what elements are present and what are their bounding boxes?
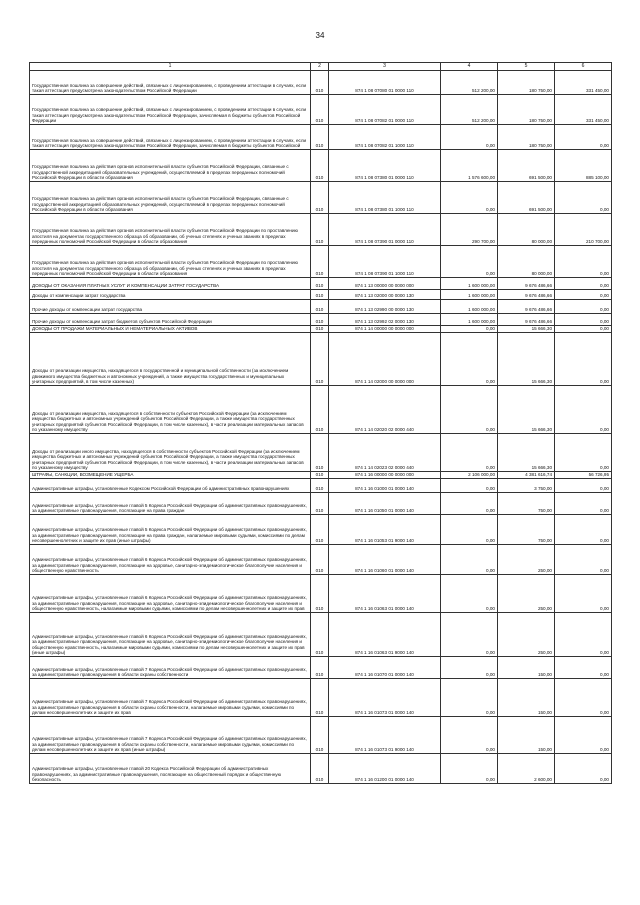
table-row	[30, 493, 612, 515]
row-name-cell: Государственная пошлина за совершение действий, связанных с лицензированием, с проведением аттестации в случаях, если такая аттестация предусмотрена законодательством Российской Федерации, зачисляемая в бюджеты субъектов Российской	[30, 125, 311, 150]
row-code-cell: 010	[311, 278, 329, 290]
row-fact-cell: 15 666,30	[498, 434, 555, 472]
row-kbk-cell: 874 1 16 01053 01 9000 140	[329, 515, 441, 545]
row-rest-cell: 0,00	[555, 300, 612, 314]
row-plan-cell: 0,00	[441, 246, 498, 278]
header-col-3: 3	[329, 63, 441, 71]
row-kbk-cell: 874 1 16 01073 01 0000 140	[329, 679, 441, 717]
row-fact-cell: 250,00	[498, 575, 555, 613]
row-plan-cell: 512 200,00	[441, 95, 498, 125]
row-plan-cell: 290 700,00	[441, 214, 498, 246]
row-fact-cell: 9 676 486,66	[498, 314, 555, 326]
row-fact-cell: 4 381 616,74	[498, 472, 555, 479]
row-fact-cell: 9 676 486,66	[498, 300, 555, 314]
row-plan-cell: 1 600 000,00	[441, 300, 498, 314]
table-row	[30, 386, 612, 434]
row-kbk-cell: 874 1 16 01050 01 0000 140	[329, 493, 441, 515]
row-kbk-cell: 874 1 08 07380 01 0000 110	[329, 150, 441, 182]
row-kbk-cell: 874 1 14 02000 00 0000 000	[329, 333, 441, 386]
row-rest-cell: 331 450,00	[555, 71, 612, 95]
row-name-cell: Прочие доходы от компенсации затрат бюджетов субъектов Российской Федерации	[30, 314, 311, 326]
table-row	[30, 182, 612, 214]
row-fact-cell: 150,00	[498, 717, 555, 754]
row-code-cell: 010	[311, 150, 329, 182]
row-code-cell: 010	[311, 326, 329, 333]
table-row	[30, 479, 612, 493]
row-plan-cell: 0,00	[441, 545, 498, 575]
row-fact-cell: 750,00	[498, 515, 555, 545]
table-row	[30, 657, 612, 679]
row-plan-cell: 0,00	[441, 754, 498, 784]
row-fact-cell: 180 750,00	[498, 125, 555, 150]
row-fact-cell: 80 000,00	[498, 246, 555, 278]
row-code-cell: 010	[311, 95, 329, 125]
table-row	[30, 679, 612, 717]
row-rest-cell: 0,00	[555, 754, 612, 784]
row-name-cell: Административные штрафы, установленные главой 7 Кодекса Российской Федерации об административных правонарушениях, за административные правонарушения в области охраны собственности	[30, 657, 311, 679]
row-fact-cell: 691 500,00	[498, 182, 555, 214]
row-name-cell: Государственная пошлина за действия органов исполнительной власти субъектов Российской Федерации, связанные с государственной аккредитацией образовательных учреждений, осуществляемой в пределах переданных полномочий Российской Федерации в области образования	[30, 150, 311, 182]
header-col-5: 5	[498, 63, 555, 71]
row-fact-cell: 80 000,00	[498, 214, 555, 246]
row-code-cell: 010	[311, 472, 329, 479]
row-plan-cell: 0,00	[441, 575, 498, 613]
row-rest-cell: 0,00	[555, 246, 612, 278]
row-kbk-cell: 874 1 14 02023 02 0000 440	[329, 434, 441, 472]
page-number: 34	[315, 31, 325, 40]
row-code-cell: 010	[311, 754, 329, 784]
row-fact-cell: 250,00	[498, 613, 555, 657]
row-plan-cell: 1 600 000,00	[441, 314, 498, 326]
row-rest-cell: 0,00	[555, 479, 612, 493]
row-rest-cell: 0,00	[555, 657, 612, 679]
row-code-cell: 010	[311, 125, 329, 150]
report-table	[29, 62, 612, 784]
row-kbk-cell: 874 1 14 02020 02 0000 440	[329, 386, 441, 434]
table-row	[30, 326, 612, 333]
table-row	[30, 246, 612, 278]
row-rest-cell: 0,00	[555, 386, 612, 434]
row-name-cell: Государственная пошлина за действия органов исполнительной власти субъектов Российской Федерации по проставлению апостиля на документах государственного образца об образовании, об ученых степенях и ученых званиях в пределах переданных полномочий Российской Федерации в области образования	[30, 214, 311, 246]
row-kbk-cell: 874 1 08 07390 01 0000 110	[329, 214, 441, 246]
row-name-cell: Государственная пошлина за действия органов исполнительной власти субъектов Российской Федерации по проставлению апостиля на документах государственного образца об образовании, об ученых степенях и ученых званиях в пределах переданных полномочий Российской Федерации в области образования	[30, 246, 311, 278]
table-row	[30, 754, 612, 784]
row-fact-cell: 2 600,00	[498, 754, 555, 784]
row-rest-cell: 0,00	[555, 613, 612, 657]
table-row	[30, 95, 612, 125]
row-plan-cell: 0,00	[441, 434, 498, 472]
row-name-cell: Административные штрафы, установленные главой 5 Кодекса Российской Федерации об административных правонарушениях, за административные правонарушения, посягающие на права граждан	[30, 493, 311, 515]
row-name-cell: Административные штрафы, установленные главой 20 Кодекса Российской Федерации об административных правонарушениях, за административные правонарушения, посягающие на общественный порядок и общественную безопасность	[30, 754, 311, 784]
row-plan-cell: 0,00	[441, 515, 498, 545]
row-rest-cell: 0,00	[555, 278, 612, 290]
row-fact-cell: 691 500,00	[498, 150, 555, 182]
table-row	[30, 575, 612, 613]
row-rest-cell: 0,00	[555, 333, 612, 386]
row-name-cell: Административные штрафы, установленные главой 6 Кодекса Российской Федерации об административных правонарушениях, за административные правонарушения, посягающие на здоровье, санитарно-эпидемиологическое благополучие населения и общественную нравственность	[30, 545, 311, 575]
row-kbk-cell: 874 1 16 01070 01 0000 140	[329, 657, 441, 679]
header-col-4: 4	[441, 63, 498, 71]
table-row	[30, 333, 612, 386]
table-row	[30, 613, 612, 657]
table-row	[30, 515, 612, 545]
row-fact-cell: 15 666,30	[498, 386, 555, 434]
row-rest-cell: 0,00	[555, 290, 612, 300]
header-col-2: 2	[311, 63, 329, 71]
row-code-cell: 010	[311, 434, 329, 472]
row-name-cell: Административные штрафы, установленные главой 7 Кодекса Российской Федерации об административных правонарушениях, за административные правонарушения в области охраны собственности, налагаемые мировыми судьями, комиссиями по делам несовершеннолетних и защите их прав (иные штрафы)	[30, 717, 311, 754]
row-kbk-cell: 874 1 16 01063 01 9000 140	[329, 613, 441, 657]
row-rest-cell: 331 450,00	[555, 95, 612, 125]
header-col-1: 1	[30, 63, 311, 71]
header-col-6: 6	[555, 63, 612, 71]
row-rest-cell: 0,00	[555, 182, 612, 214]
table-row	[30, 300, 612, 314]
row-name-cell: ДОХОДЫ ОТ ОКАЗАНИЯ ПЛАТНЫХ УСЛУГ И КОМПЕНСАЦИИ ЗАТРАТ ГОСУДАРСТВА	[30, 278, 311, 290]
table-header-row	[30, 63, 612, 71]
row-rest-cell: 210 700,00	[555, 214, 612, 246]
row-name-cell: Доходы от реализации имущества, находящегося в государственной и муниципальной собственности (за исключением движимого имущества бюджетных и автономных учреждений, а также имущества государственных и муниципальных унитарных предприятий, в том числе казенных)	[30, 333, 311, 386]
row-plan-cell: 0,00	[441, 326, 498, 333]
row-code-cell: 010	[311, 182, 329, 214]
row-rest-cell: 0,00	[555, 434, 612, 472]
table-row	[30, 472, 612, 479]
row-name-cell: Государственная пошлина за совершение действий, связанных с лицензированием, с проведением аттестации в случаях, если такая аттестация предусмотрена законодательством Российской Федерации	[30, 71, 311, 95]
table-row	[30, 314, 612, 326]
row-code-cell: 010	[311, 333, 329, 386]
row-kbk-cell: 874 1 08 07082 01 1000 110	[329, 125, 441, 150]
row-plan-cell: 1 576 600,00	[441, 150, 498, 182]
row-plan-cell: 1 600 000,00	[441, 290, 498, 300]
row-kbk-cell: 874 1 13 02990 00 0000 130	[329, 300, 441, 314]
row-rest-cell: 56 726,95	[555, 472, 612, 479]
row-kbk-cell: 874 1 16 01200 01 0000 140	[329, 754, 441, 784]
row-code-cell: 010	[311, 300, 329, 314]
row-kbk-cell: 874 1 13 02000 00 0000 130	[329, 290, 441, 300]
row-rest-cell: 0,00	[555, 545, 612, 575]
row-rest-cell: 0,00	[555, 493, 612, 515]
row-name-cell: ШТРАФЫ, САНКЦИИ, ВОЗМЕЩЕНИЕ УЩЕРБА	[30, 472, 311, 479]
row-name-cell: Административные штрафы, установленные Кодексом Российской Федерации об административных правонарушениях	[30, 479, 311, 493]
row-plan-cell: 0,00	[441, 657, 498, 679]
row-rest-cell: 0,00	[555, 314, 612, 326]
row-code-cell: 010	[311, 717, 329, 754]
row-plan-cell: 1 600 000,00	[441, 278, 498, 290]
row-code-cell: 010	[311, 386, 329, 434]
row-plan-cell: 0,00	[441, 333, 498, 386]
row-kbk-cell: 874 1 16 01000 01 0000 140	[329, 479, 441, 493]
row-kbk-cell: 874 1 08 07080 01 0000 110	[329, 71, 441, 95]
row-code-cell: 010	[311, 71, 329, 95]
table-row	[30, 214, 612, 246]
row-kbk-cell: 874 1 16 01063 01 0000 140	[329, 575, 441, 613]
row-plan-cell: 0,00	[441, 125, 498, 150]
row-rest-cell: 0,00	[555, 575, 612, 613]
table-row	[30, 434, 612, 472]
row-name-cell: Административные штрафы, установленные главой 6 Кодекса Российской Федерации об административных правонарушениях, за административные правонарушения, посягающие на здоровье, санитарно-эпидемиологическое благополучие населения и общественную нравственность, налагаемые мировыми судьями, комиссиями по делам несовершеннолетних и защите их прав (иные штрафы)	[30, 613, 311, 657]
row-code-cell: 010	[311, 679, 329, 717]
table-row	[30, 290, 612, 300]
row-name-cell: ДОХОДЫ ОТ ПРОДАЖИ МАТЕРИАЛЬНЫХ И НЕМАТЕРИАЛЬНЫХ АКТИВОВ	[30, 326, 311, 333]
row-plan-cell: 0,00	[441, 479, 498, 493]
table-row	[30, 545, 612, 575]
row-rest-cell: 0,00	[555, 679, 612, 717]
table-row	[30, 150, 612, 182]
row-code-cell: 010	[311, 214, 329, 246]
row-kbk-cell: 874 1 16 01073 01 9000 140	[329, 717, 441, 754]
row-code-cell: 010	[311, 657, 329, 679]
row-plan-cell: 0,00	[441, 386, 498, 434]
row-code-cell: 010	[311, 246, 329, 278]
row-code-cell: 010	[311, 515, 329, 545]
row-plan-cell: 0,00	[441, 613, 498, 657]
row-plan-cell: 512 200,00	[441, 71, 498, 95]
row-kbk-cell: 874 1 08 07390 01 1000 110	[329, 246, 441, 278]
row-kbk-cell: 874 1 08 07082 01 0000 110	[329, 95, 441, 125]
row-fact-cell: 150,00	[498, 679, 555, 717]
row-code-cell: 010	[311, 479, 329, 493]
row-fact-cell: 250,00	[498, 545, 555, 575]
row-plan-cell: 0,00	[441, 182, 498, 214]
row-rest-cell: 0,00	[555, 326, 612, 333]
row-plan-cell: 0,00	[441, 493, 498, 515]
row-fact-cell: 3 750,00	[498, 479, 555, 493]
row-fact-cell: 15 666,30	[498, 326, 555, 333]
row-name-cell: Доходы от реализации иного имущества, находящегося в собственности субъектов Российской Федерации (за исключением имущества бюджетных и автономных учреждений субъектов Российской Федерации, а также имущества государственных унитарных предприятий субъектов Российской Федерации, в том числе казенных), в части реализации материальных запасов по указанному имуществу	[30, 434, 311, 472]
row-fact-cell: 180 750,00	[498, 71, 555, 95]
row-code-cell: 010	[311, 575, 329, 613]
row-kbk-cell: 874 1 16 00000 00 0000 000	[329, 472, 441, 479]
table-row	[30, 717, 612, 754]
row-name-cell: Государственная пошлина за совершение действий, связанных с лицензированием, с проведением аттестации в случаях, если такая аттестация предусмотрена законодательством Российской Федерации, зачисляемая в бюджеты субъектов Российской Федерации	[30, 95, 311, 125]
table-row	[30, 278, 612, 290]
row-rest-cell: 0,00	[555, 717, 612, 754]
row-code-cell: 010	[311, 545, 329, 575]
row-kbk-cell: 874 1 08 07380 01 1000 110	[329, 182, 441, 214]
row-fact-cell: 150,00	[498, 657, 555, 679]
row-kbk-cell: 874 1 13 02992 02 0000 130	[329, 314, 441, 326]
row-rest-cell: 0,00	[555, 125, 612, 150]
row-name-cell: Административные штрафы, установленные главой 6 Кодекса Российской Федерации об административных правонарушениях, за административные правонарушения, посягающие на здоровье, санитарно-эпидемиологическое благополучие населения и общественную нравственность, налагаемые мировыми судьями, комиссиями по делам несовершеннолетних и защите их прав	[30, 575, 311, 613]
table-row	[30, 71, 612, 95]
row-name-cell: Доходы от компенсации затрат государства	[30, 290, 311, 300]
row-code-cell: 010	[311, 290, 329, 300]
table-row	[30, 125, 612, 150]
row-code-cell: 010	[311, 613, 329, 657]
row-rest-cell: 0,00	[555, 515, 612, 545]
row-fact-cell: 15 666,30	[498, 333, 555, 386]
row-name-cell: Административные штрафы, установленные главой 5 Кодекса Российской Федерации об административных правонарушениях, за административные правонарушения, посягающие на права граждан, налагаемые мировыми судьями, комиссиями по делам несовершеннолетних и защите их прав (иные штрафы)	[30, 515, 311, 545]
row-name-cell: Административные штрафы, установленные главой 7 Кодекса Российской Федерации об административных правонарушениях, за административные правонарушения в области охраны собственности, налагаемые мировыми судьями, комиссиями по делам несовершеннолетних и защите их прав	[30, 679, 311, 717]
row-fact-cell: 9 676 486,66	[498, 278, 555, 290]
row-plan-cell: 0,00	[441, 679, 498, 717]
row-name-cell: Прочие доходы от компенсации затрат государства	[30, 300, 311, 314]
row-rest-cell: 885 100,00	[555, 150, 612, 182]
row-kbk-cell: 874 1 14 00000 00 0000 000	[329, 326, 441, 333]
row-kbk-cell: 874 1 16 01060 01 0000 140	[329, 545, 441, 575]
row-code-cell: 010	[311, 493, 329, 515]
row-plan-cell: 2 106 000,00	[441, 472, 498, 479]
row-fact-cell: 750,00	[498, 493, 555, 515]
row-code-cell: 010	[311, 314, 329, 326]
row-name-cell: Государственная пошлина за действия органов исполнительной власти субъектов Российской Федерации, связанные с государственной аккредитацией образовательных учреждений, осуществляемой в пределах переданных полномочий Российской Федерации в области образования	[30, 182, 311, 214]
row-fact-cell: 9 676 486,66	[498, 290, 555, 300]
row-fact-cell: 180 750,00	[498, 95, 555, 125]
row-name-cell: Доходы от реализации имущества, находящегося в собственности субъектов Российской Федерации (за исключением имущества бюджетных и автономных учреждений субъектов Российской Федерации, а также имущества государственных унитарных предприятий субъектов Российской Федерации, в том числе казенных), в части реализации материальных запасов по указанному имуществу	[30, 386, 311, 434]
row-kbk-cell: 874 1 13 00000 00 0000 000	[329, 278, 441, 290]
row-plan-cell: 0,00	[441, 717, 498, 754]
